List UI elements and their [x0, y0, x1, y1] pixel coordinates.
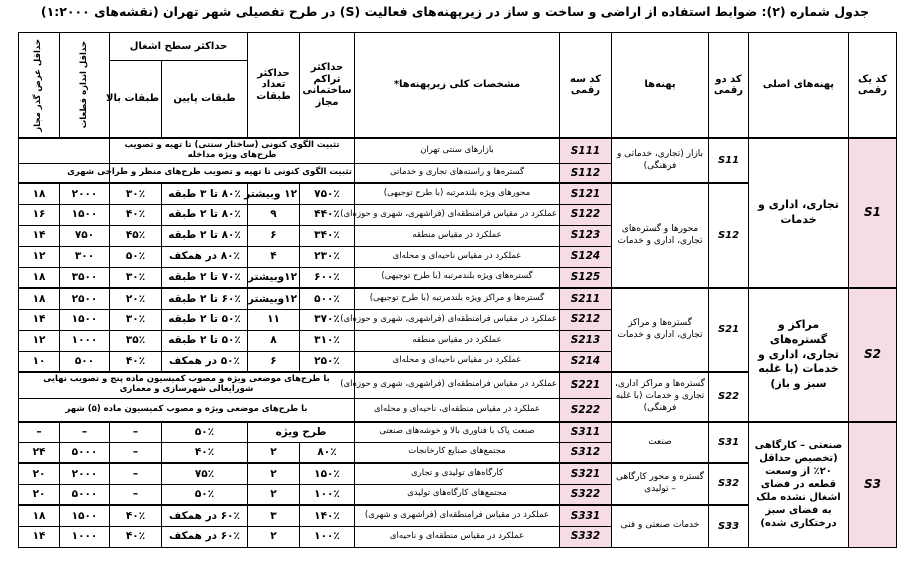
row-lower: ۸۰٪ تا ۲ طبقه [162, 225, 248, 246]
row-lower: ۵۰٪ [162, 484, 248, 505]
subzone-name: گستره و محور کارگاهی – تولیدی [612, 463, 709, 505]
header-zone2: پهنه‌ها [612, 33, 709, 139]
row-note: با طرح‌های موضعی ویژه و مصوب کمیسیون ماده (۵) شهر [19, 398, 355, 422]
subzone-code: S11 [709, 138, 749, 183]
row-lot: ۳۰۰ [60, 246, 110, 267]
row-width: ۱۸ [19, 267, 60, 288]
row-desc: عملکرد در مقیاس ناحیه‌ای و محله‌ای [355, 246, 560, 267]
row-note: تثبیت الگوی کنونی تا تهیه و تصویب طرح‌های منظر و طراحی شهری [110, 163, 355, 183]
row-desc: عملکرد در مقیاس منطقه‌ای و ناحیه‌ای [355, 526, 560, 547]
subzone-code: S12 [709, 183, 749, 288]
row-width: ۱۸ [19, 288, 60, 309]
row-desc: کارگاه‌های تولیدی و تجاری [355, 463, 560, 484]
header-coverage: حداکثر سطح اشغال [110, 33, 248, 61]
row-floors: ۲ [248, 526, 300, 547]
row-floors: ۲ [248, 484, 300, 505]
row-density: ۲۵۰٪ [300, 351, 355, 372]
row-desc: عملکرد در مقیاس فرامنطقه‌ای (فراشهری، شهری و حوزه‌ای) [355, 372, 560, 398]
row-width: ۱۶ [19, 204, 60, 225]
row-desc: صنعت پاک با فناوری بالا و خوشه‌های صنعتی [355, 422, 560, 442]
row-floors: ۴ [248, 246, 300, 267]
header-density: حداکثر تراکم ساختمانی مجاز [300, 33, 355, 139]
zone-code: S1 [849, 138, 897, 288]
row-lower: ۶۰٪ تا ۲ طبقه [162, 288, 248, 309]
row-floors: ۱۲وبیشتر [248, 267, 300, 288]
row-note: تثبیت الگوی کنونی (ساختار سنتی) تا تهیه و تصویب طرح‌های ویژه مداخله [110, 138, 355, 163]
row-floors: ۹ [248, 204, 300, 225]
row-desc: مجتمع‌های صنایع کارخانجات [355, 442, 560, 463]
row-code: S122 [560, 204, 612, 225]
row-upper: – [110, 442, 162, 463]
row-code: S332 [560, 526, 612, 547]
row-code: S214 [560, 351, 612, 372]
row-width: ۲۰ [19, 484, 60, 505]
row-density: ۷۵۰٪ [300, 183, 355, 204]
header-desc: مشخصات کلی زیرپهنه‌ها* [355, 33, 560, 139]
row-code: S213 [560, 330, 612, 351]
empty-cell [19, 138, 110, 163]
row-width: ۱۰ [19, 351, 60, 372]
row-width: ۲۰ [19, 463, 60, 484]
row-width: ۲۴ [19, 442, 60, 463]
row-upper: ۳۵٪ [110, 330, 162, 351]
row-width: ۱۴ [19, 309, 60, 330]
row-lot: ۲۵۰۰ [60, 288, 110, 309]
row-code: S123 [560, 225, 612, 246]
row-code: S211 [560, 288, 612, 309]
subzone-code: S21 [709, 288, 749, 372]
row-lot: ۱۵۰۰ [60, 505, 110, 526]
row-desc: عملکرد در مقیاس ناحیه‌ای و محله‌ای [355, 351, 560, 372]
row-lower: ۵۰٪ تا ۲ طبقه [162, 309, 248, 330]
row-code: S111 [560, 138, 612, 163]
subzone-name: محورها و گستره‌های تجاری، اداری و خدمات [612, 183, 709, 288]
row-upper: ۴۰٪ [110, 204, 162, 225]
row-code: S322 [560, 484, 612, 505]
zone-code: S2 [849, 288, 897, 422]
row-density: ۳۴۰٪ [300, 225, 355, 246]
row-desc: بازارهای سنتی تهران [355, 138, 560, 163]
row-upper: – [110, 422, 162, 442]
subzone-name: گستره‌ها و مراکز تجاری، اداری و خدمات [612, 288, 709, 372]
row-density: ۱۵۰٪ [300, 463, 355, 484]
row-desc: عملکرد در مقیاس منطقه‌ای، ناحیه‌ای و محله‌ای [355, 398, 560, 422]
row-width: ۱۲ [19, 330, 60, 351]
row-upper: ۴۰٪ [110, 351, 162, 372]
row-floors: ۱۲ وبیشتر [248, 183, 300, 204]
row-lot: – [60, 422, 110, 442]
row-density: ۶۰۰٪ [300, 267, 355, 288]
subzone-code: S32 [709, 463, 749, 505]
row-density: ۸۰٪ [300, 442, 355, 463]
row-lot: ۵۰۰۰ [60, 442, 110, 463]
row-width: ۱۸ [19, 183, 60, 204]
table-title: جدول شماره (۲): ضوابط استفاده از اراضی و ساخت و ساز در زیرپهنه‌های فعالیت (S) در طرح تفصیلی شهر تهران (نقشه‌های ۱:۲۰۰۰) [40, 4, 870, 19]
subzone-code: S22 [709, 372, 749, 422]
row-desc: عملکرد در مقیاس فرامنطقه‌ای (فراشهری، شهری و حوزه‌ای) [355, 309, 560, 330]
row-code: S312 [560, 442, 612, 463]
row-upper: ۴۰٪ [110, 526, 162, 547]
row-density: ۵۰۰٪ [300, 288, 355, 309]
row-floors: ۶ [248, 351, 300, 372]
table-row [19, 138, 897, 163]
row-width: ۱۴ [19, 526, 60, 547]
row-upper: – [110, 484, 162, 505]
row-floors: ۲ [248, 463, 300, 484]
row-code: S124 [560, 246, 612, 267]
table-row [19, 422, 897, 442]
row-floors: ۱۲وبیشتر [248, 288, 300, 309]
row-lot: ۱۵۰۰ [60, 309, 110, 330]
row-lot: ۷۵۰ [60, 225, 110, 246]
row-lower: ۶۰٪ در همکف [162, 526, 248, 547]
row-lot: ۵۰۰۰ [60, 484, 110, 505]
row-density: ۲۳۰٪ [300, 246, 355, 267]
row-desc: محورهای ویژه بلندمرتبه (با طرح توجیهی) [355, 183, 560, 204]
header-min-width: حداقل عرض گذر مجاز [33, 38, 44, 132]
row-desc: گستره‌ها و مراکز ویژه بلندمرتبه (با طرح توجیهی) [355, 288, 560, 309]
header-upper: طبقات بالا [110, 61, 162, 138]
row-desc: گستره‌ها و راسته‌های تجاری و خدماتی [355, 163, 560, 183]
subzone-name: خدمات صنعتی و فنی [612, 505, 709, 547]
zone-code: S3 [849, 422, 897, 547]
subzone-name: گستره‌ها و مراکز اداری، تجاری و خدمات (با غلبه فرهنگی) [612, 372, 709, 422]
row-note: با طرح‌های موضعی ویژه و مصوب کمیسیون ماده پنج و تصویب نهایی شورایعالی شهرسازی و معماری [19, 372, 355, 398]
row-density: ۱۰۰٪ [300, 526, 355, 547]
row-density: ۳۱۰٪ [300, 330, 355, 351]
row-code: S121 [560, 183, 612, 204]
header-code1: کد یک رقمی [849, 33, 897, 139]
row-upper: ۳۰٪ [110, 309, 162, 330]
header-floors: حداکثر تعداد طبقات [248, 33, 300, 139]
row-lower: ۸۰٪ تا ۳ طبقه [162, 183, 248, 204]
row-density: ۴۴۰٪ [300, 204, 355, 225]
row-lower: ۷۵٪ [162, 463, 248, 484]
table-row [19, 288, 897, 309]
row-lower: ۴۰٪ [162, 442, 248, 463]
subzone-code: S31 [709, 422, 749, 463]
row-lower: ۵۰٪ تا ۲ طبقه [162, 330, 248, 351]
subzone-code: S33 [709, 505, 749, 547]
row-desc: عملکرد در مقیاس فرامنطقه‌ای (فراشهری و شهری) [355, 505, 560, 526]
subzone-name: صنعت [612, 422, 709, 463]
zone-name: مراکز و گستره‌های تجاری، اداری و خدمات (با غلبه سبز و باز) [749, 288, 849, 422]
row-desc: عملکرد در مقیاس فرامنطقه‌ای (فراشهری، شهری و حوزه‌ای) [355, 204, 560, 225]
row-code: S212 [560, 309, 612, 330]
row-lot: ۳۵۰۰ [60, 267, 110, 288]
zone-name: تجاری، اداری و خدمات [749, 138, 849, 288]
row-upper: ۳۰٪ [110, 183, 162, 204]
row-code: S311 [560, 422, 612, 442]
row-lower: ۵۰٪ در همکف [162, 351, 248, 372]
row-special: طرح ویژه [248, 422, 355, 442]
row-desc: عملکرد در مقیاس منطقه [355, 225, 560, 246]
row-density: ۱۰۰٪ [300, 484, 355, 505]
row-width: ۱۲ [19, 246, 60, 267]
row-floors: ۶ [248, 225, 300, 246]
row-floors: ۱۱ [248, 309, 300, 330]
row-floors: ۸ [248, 330, 300, 351]
row-lot: ۲۰۰۰ [60, 463, 110, 484]
row-width: ۱۴ [19, 225, 60, 246]
row-density: ۳۷۰٪ [300, 309, 355, 330]
row-upper: ۴۰٪ [110, 505, 162, 526]
row-floors: ۲ [248, 442, 300, 463]
row-code: S331 [560, 505, 612, 526]
row-code: S222 [560, 398, 612, 422]
row-code: S112 [560, 163, 612, 183]
row-lot: ۱۰۰۰ [60, 526, 110, 547]
row-density: ۱۴۰٪ [300, 505, 355, 526]
row-lower: ۵۰٪ [162, 422, 248, 442]
header-lower: طبقات پایین [162, 61, 248, 138]
row-desc: گستره‌های ویژه بلندمرتبه (با طرح توجیهی) [355, 267, 560, 288]
row-lower: ۸۰٪ تا ۲ طبقه [162, 204, 248, 225]
row-upper: – [110, 463, 162, 484]
row-upper: ۴۵٪ [110, 225, 162, 246]
row-upper: ۲۰٪ [110, 288, 162, 309]
row-upper: ۵۰٪ [110, 246, 162, 267]
header-min-lot: حداقل اندازه قطعات [78, 41, 89, 129]
row-lower: ۸۰٪ در همکف [162, 246, 248, 267]
row-lower: ۶۰٪ در همکف [162, 505, 248, 526]
row-lot: ۲۰۰۰ [60, 183, 110, 204]
row-desc: مجتمع‌های کارگاه‌های تولیدی [355, 484, 560, 505]
row-width: – [19, 422, 60, 442]
zone-name: صنعتی – کارگاهی (تخصیص حداقل ۲۰٪ از وسعت قطعه در فضای اشغال نشده ملک به فضای سبز درختکاری شده) [749, 422, 849, 547]
subzone-name: بازار (تجاری، خدماتی و فرهنگی) [612, 138, 709, 183]
row-desc: عملکرد در مقیاس منطقه [355, 330, 560, 351]
row-width: ۱۸ [19, 505, 60, 526]
header-code3: کد سه رقمی [560, 33, 612, 139]
row-code: S125 [560, 267, 612, 288]
row-upper: ۳۰٪ [110, 267, 162, 288]
row-lot: ۱۵۰۰ [60, 204, 110, 225]
row-lower: ۷۰٪ تا ۲ طبقه [162, 267, 248, 288]
row-lot: ۵۰۰ [60, 351, 110, 372]
land-use-table [18, 32, 897, 548]
row-code: S321 [560, 463, 612, 484]
row-floors: ۳ [248, 505, 300, 526]
header-zone1: پهنه‌های اصلی [749, 33, 849, 139]
row-code: S221 [560, 372, 612, 398]
header-code2: کد دو رقمی [709, 33, 749, 139]
row-lot: ۱۰۰۰ [60, 330, 110, 351]
